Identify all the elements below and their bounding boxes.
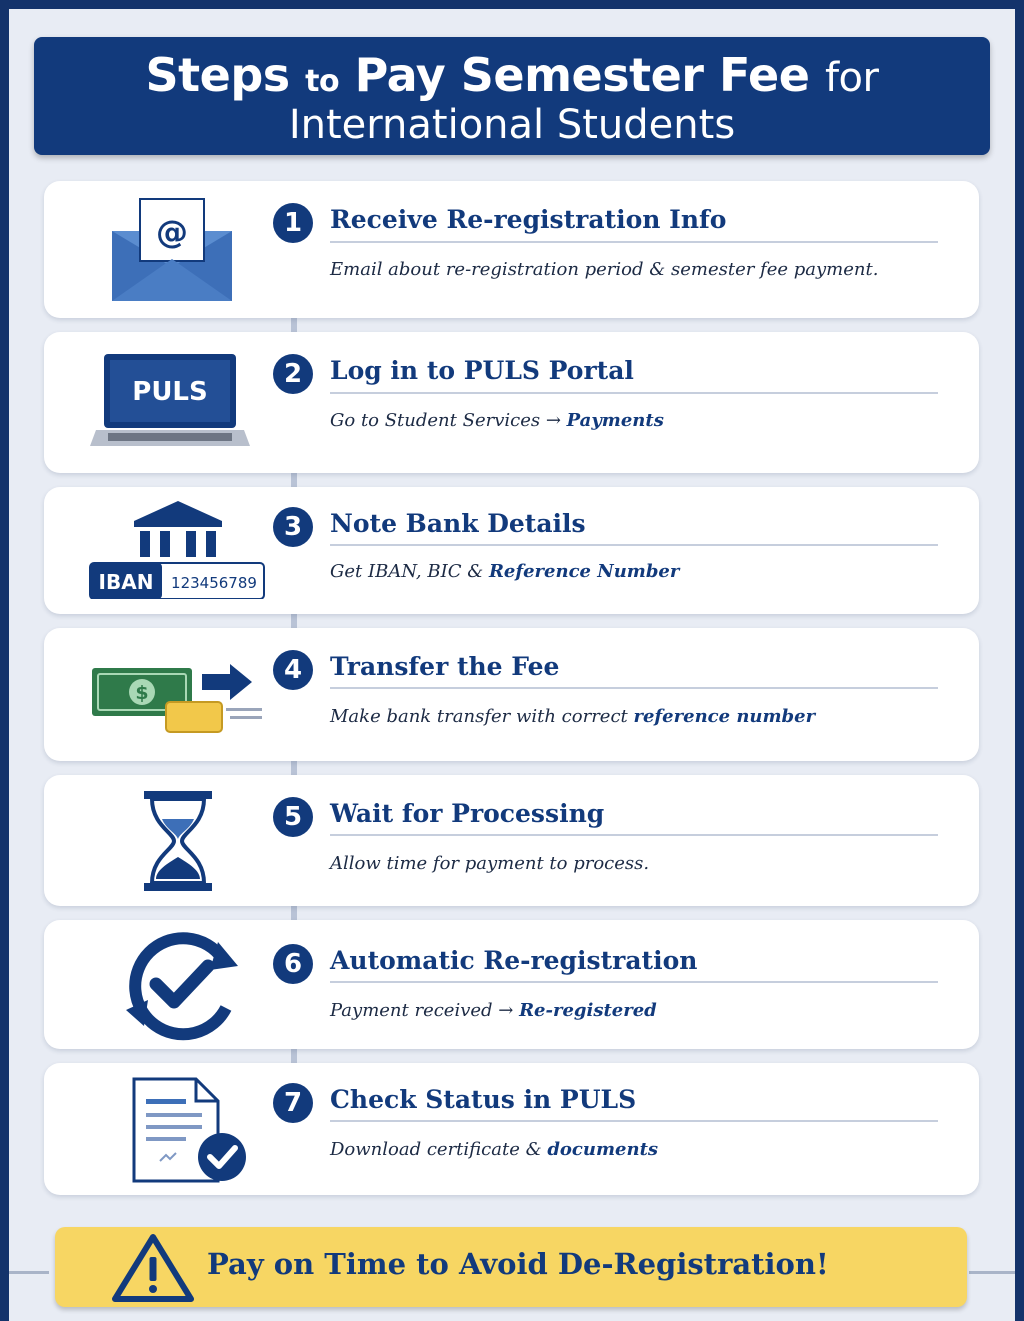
divider [330, 834, 938, 836]
step-title-5: Wait for Processing [330, 799, 605, 828]
money-transfer-icon [90, 656, 270, 736]
divider [330, 392, 938, 394]
step-connector [291, 906, 297, 920]
hourglass-icon [140, 789, 216, 893]
step-card-1 [44, 181, 979, 318]
step-card-4 [44, 628, 979, 761]
warning-triangle-icon [111, 1233, 195, 1303]
email-envelope-icon [110, 197, 234, 303]
step-desc-6: Payment received → Re-registered [330, 1000, 657, 1021]
step-number-2: 2 [273, 354, 313, 394]
title-part-main: Pay Semester Fee [354, 48, 810, 102]
step-desc-3: Get IBAN, BIC & Reference Number [330, 561, 680, 582]
step-number-4: 4 [273, 650, 313, 690]
document-check-icon [130, 1077, 250, 1183]
title-part-steps: Steps [145, 48, 290, 102]
warning-banner [55, 1227, 967, 1307]
divider [330, 544, 938, 546]
divider [330, 687, 938, 689]
step-connector [291, 1049, 297, 1063]
step-card-7 [44, 1063, 979, 1195]
page-subtitle: International Students [288, 102, 736, 148]
step-connector [291, 614, 297, 628]
step-card-3 [44, 487, 979, 614]
divider [969, 1271, 1015, 1274]
page-header [34, 37, 990, 155]
page [9, 9, 1015, 1321]
step-title-6: Automatic Re-registration [330, 946, 698, 975]
step-title-2: Log in to PULS Portal [330, 356, 634, 385]
divider [330, 241, 938, 243]
step-number-5: 5 [273, 797, 313, 837]
warning-text: Pay on Time to Avoid De-Registration! [207, 1247, 829, 1281]
divider [9, 1271, 49, 1274]
step-card-2 [44, 332, 979, 473]
svg-text:@: @ [156, 213, 188, 251]
step-desc-7: Download certificate & documents [330, 1139, 659, 1160]
title-part-for: for [824, 55, 879, 101]
svg-text:$: $ [135, 682, 149, 704]
step-connector [291, 761, 297, 775]
step-desc-4: Make bank transfer with correct reference number [330, 706, 816, 727]
step-title-4: Transfer the Fee [330, 652, 560, 681]
step-title-3: Note Bank Details [330, 509, 586, 538]
step-card-6 [44, 920, 979, 1049]
step-connector [291, 473, 297, 487]
iban-label: IBAN [98, 570, 154, 594]
iban-value: 123456789 [171, 574, 257, 592]
bank-icon [88, 499, 268, 599]
step-desc-1: Email about re-registration period & semester fee payment. [330, 259, 879, 280]
laptop-screen-label: PULS [132, 377, 208, 407]
laptop-icon [90, 352, 250, 452]
step-desc-5: Allow time for payment to process. [330, 853, 650, 874]
step-number-6: 6 [273, 944, 313, 984]
divider [330, 1120, 938, 1122]
title-part-to: to [305, 64, 340, 99]
step-desc-2: Go to Student Services → Payments [330, 410, 664, 431]
step-title-1: Receive Re-registration Info [330, 205, 727, 234]
divider [330, 981, 938, 983]
step-card-5 [44, 775, 979, 906]
step-title-7: Check Status in PULS [330, 1085, 637, 1114]
step-connector [291, 318, 297, 332]
step-number-1: 1 [273, 203, 313, 243]
step-number-3: 3 [273, 507, 313, 547]
step-number-7: 7 [273, 1083, 313, 1123]
refresh-check-icon [122, 930, 240, 1042]
